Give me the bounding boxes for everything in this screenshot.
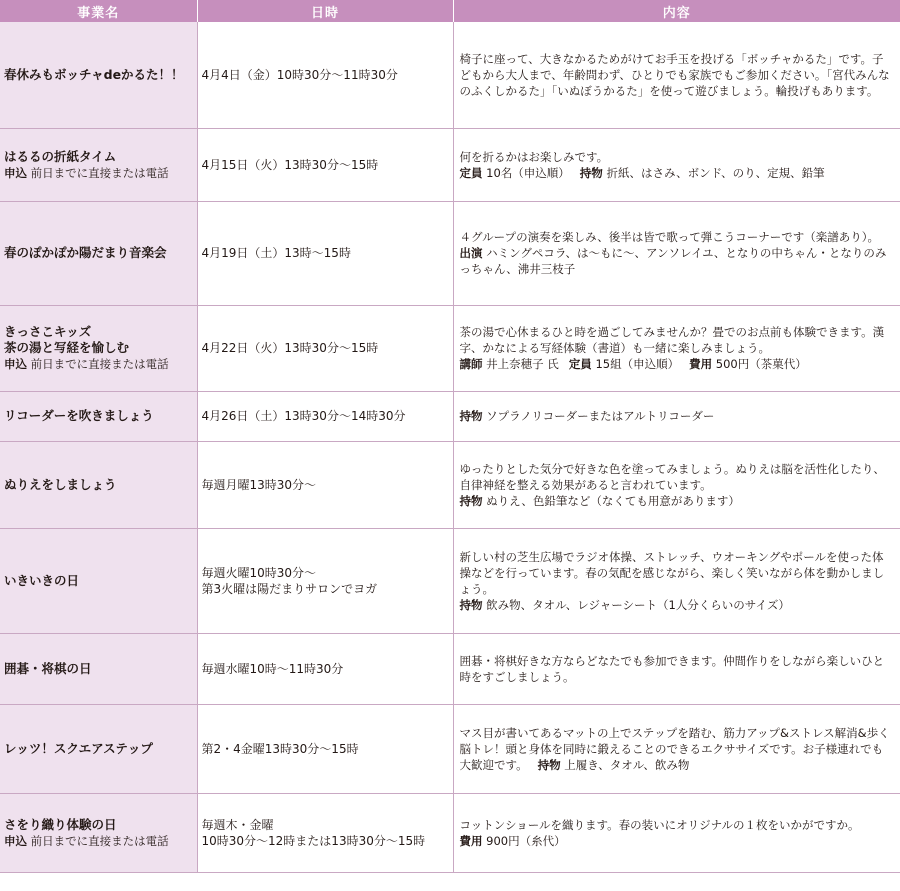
event-name-line: 茶の湯と写経を愉しむ: [4, 340, 130, 355]
event-content-cell: [453, 441, 900, 528]
event-details: 持物 ぬりえ、色鉛筆など（なくても用意があります）: [459, 493, 740, 508]
application-note: 申込 前日までに直接または電話: [4, 833, 169, 848]
event-name-line: きっさこキッズ: [4, 324, 92, 339]
event-description: マス目が書いてあるマットの上でステップを踏む、筋力アップ&ストレス解消&歩く脳トレ！頭と身体を同時に鍛えることのできるエクササイズです。お子様連れでも大歓迎です。 持物 上履き、タオル、飲み物: [459, 725, 890, 772]
event-name-cell: [0, 391, 197, 441]
event-date: 4月19日（土）13時～15時: [201, 246, 351, 260]
event-name-cell: [0, 201, 197, 305]
table-row: [0, 633, 900, 704]
event-date-cell: [197, 201, 453, 305]
table-row: [0, 391, 900, 441]
event-name-cell: [0, 793, 197, 872]
event-date-cell: [197, 704, 453, 793]
event-name: 春休みもボッチャdeかるた！！: [4, 66, 184, 82]
table-row: [0, 793, 900, 872]
event-details: 持物 飲み物、タオル、レジャーシート（1人分くらいのサイズ）: [459, 597, 790, 612]
header-date-time: 日時: [197, 0, 453, 22]
event-description: 新しい村の芝生広場でラジオ体操、ストレッチ、ウオーキングやポールを使った体操などを行っています。春の気配を感じながら、楽しく笑いながら体を動かしましょう。: [459, 549, 885, 596]
event-content-cell: [453, 391, 900, 441]
event-date-cell: [197, 128, 453, 201]
event-details: 講師 井上奈穂子 氏 定員 15組（申込順） 費用 500円（茶菓代）: [459, 357, 807, 371]
event-description: ゆったりとした気分で好きな色を塗ってみましょう。ぬりえは脳を活性化したり、自律神経を整える効果があると言われています。: [459, 461, 885, 492]
event-content-cell: [453, 528, 900, 633]
event-date-cell: [197, 528, 453, 633]
event-description: 椅子に座って、大きなかるためがけてお手玉を投げる「ボッチャかるた」です。子どもから大人まで、年齢問わず、ひとりでも家族でもご参加ください。「宮代みんなのふくしかるた」「いぬぼうかるた」を使って遊びましょう。輪投げもあります。: [459, 51, 890, 98]
table-row: [0, 441, 900, 528]
event-date: 4月4日（金）10時30分～11時30分: [201, 67, 398, 82]
event-date: 毎週木・金曜: [201, 817, 274, 832]
event-name: 春のぽかぽか陽だまり音楽会: [4, 245, 167, 260]
event-content-cell: [453, 793, 900, 872]
event-name: さをり織り体験の日: [4, 816, 117, 832]
event-date: 10時30分～12時または13時30分～15時: [201, 833, 426, 848]
event-date-cell: [197, 793, 453, 872]
event-description: ４グループの演奏を楽しみ、後半は皆で歌って弾こうコーナーです（楽譜あり）。: [459, 230, 880, 244]
event-details: 定員 10名（申込順） 持物 折紙、はさみ、ボンド、のり、定規、鉛筆: [459, 165, 825, 180]
application-note: 申込 前日までに直接または電話: [4, 165, 169, 180]
table-row: [0, 128, 900, 201]
event-date: 毎週水曜10時～11時30分: [201, 661, 344, 676]
header-content: 内容: [453, 0, 900, 22]
event-date: 第3火曜は陽だまりサロンでヨガ: [201, 581, 378, 596]
event-description: 茶の湯で心休まるひと時を過ごしてみませんか？畳でのお点前も体験できます。漢字、かなによる写経体験（書道）も一緒に楽しみましょう。: [459, 325, 885, 355]
event-date-cell: [197, 633, 453, 704]
event-content-cell: [453, 22, 900, 128]
table-row: [0, 201, 900, 305]
table-header-row: [0, 0, 900, 22]
event-name: はるるの折紙タイム: [4, 148, 117, 164]
event-date: 毎週火曜10時30分～: [201, 565, 317, 580]
event-name: リコーダーを吹きましょう: [4, 408, 154, 423]
table-row: [0, 305, 900, 391]
event-details: 持物 ソプラノリコーダーまたはアルトリコーダー: [459, 409, 715, 423]
event-name-cell: [0, 441, 197, 528]
event-name-cell: [0, 704, 197, 793]
event-content-cell: [453, 201, 900, 305]
event-name: レッツ！スクエアステップ: [4, 740, 153, 756]
event-date-cell: [197, 391, 453, 441]
event-name: 囲碁・将棋の日: [4, 660, 92, 676]
event-description: コットンショールを織ります。春の装いにオリジナルの１枚をいかがですか。: [459, 817, 860, 832]
event-date: 4月15日（火）13時30分～15時: [201, 157, 379, 172]
event-name: いきいきの日: [4, 572, 80, 588]
event-date: 毎週月曜13時30分～: [201, 477, 317, 492]
event-name-cell: [0, 633, 197, 704]
event-content-cell: [453, 305, 900, 391]
event-date: 4月26日（土）13時30分～14時30分: [201, 409, 406, 423]
table-row: [0, 704, 900, 793]
event-content-cell: [453, 633, 900, 704]
event-details: 出演 ハミングペコラ、は～もに～、アンソレイユ、となりの中ちゃん・となりのみっちゃん、沸井三枝子: [459, 246, 887, 276]
header-event-name: 事業名: [0, 0, 197, 22]
event-date-cell: [197, 305, 453, 391]
event-name-cell: [0, 528, 197, 633]
event-content-cell: [453, 704, 900, 793]
event-date: 第2・4金曜13時30分～15時: [201, 741, 359, 756]
event-description: 囲碁・将棋好きな方ならどなたでも参加できます。仲間作りをしながら楽しいひと時をすごしましょう。: [459, 653, 885, 684]
table-row: [0, 22, 900, 128]
event-description: 何を折るかはお楽しみです。: [459, 149, 609, 164]
event-details: 費用 900円（糸代）: [459, 833, 566, 848]
table-row: [0, 528, 900, 633]
event-content-cell: [453, 128, 900, 201]
event-name-cell: [0, 22, 197, 128]
event-date-cell: [197, 441, 453, 528]
event-name-cell: [0, 305, 197, 391]
event-name-cell: [0, 128, 197, 201]
application-note: 申込 前日までに直接または電話: [4, 357, 169, 371]
event-name: ぬりえをしましょう: [4, 476, 117, 492]
event-date-cell: [197, 22, 453, 128]
event-date: 4月22日（火）13時30分～15時: [201, 341, 379, 355]
